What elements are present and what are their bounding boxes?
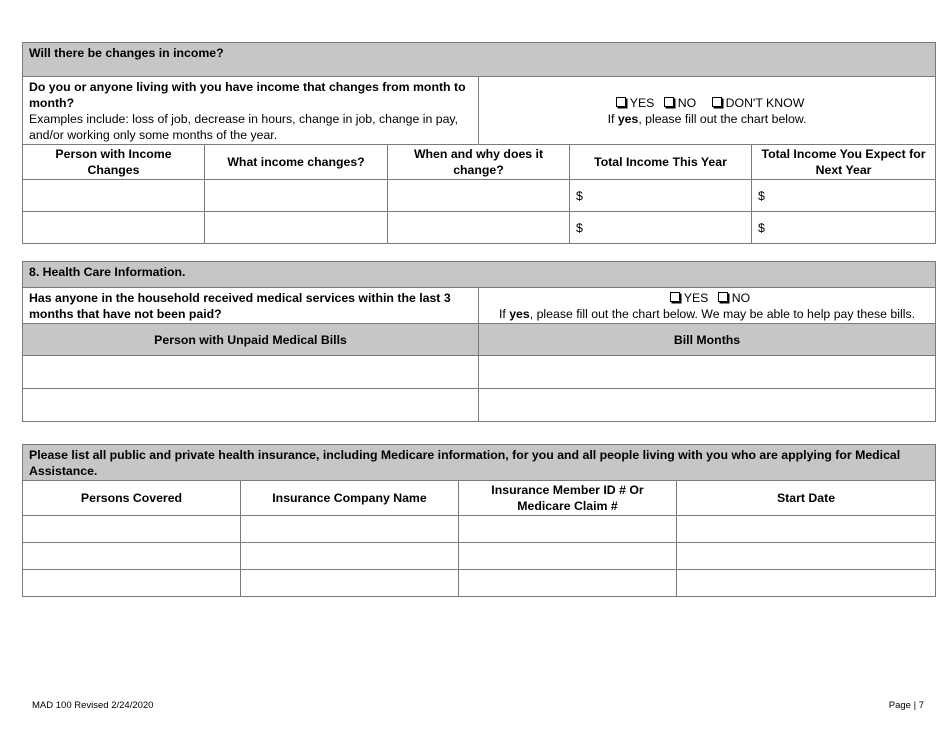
income-question-text: Do you or anyone living with you have income that changes from month to month? bbox=[29, 80, 466, 110]
col-start-date: Start Date bbox=[677, 481, 936, 516]
table-row bbox=[23, 516, 936, 543]
input-cell[interactable] bbox=[388, 212, 570, 244]
table-row bbox=[23, 543, 936, 570]
input-cell[interactable] bbox=[388, 180, 570, 212]
input-cell[interactable]: $ bbox=[752, 212, 936, 244]
input-cell[interactable]: $ bbox=[752, 180, 936, 212]
instruction-suffix: , please fill out the chart below. bbox=[638, 111, 807, 126]
no-checkbox[interactable] bbox=[718, 292, 728, 302]
col-person-unpaid-bills: Person with Unpaid Medical Bills bbox=[23, 324, 479, 356]
instruction-bold: yes bbox=[509, 306, 530, 321]
input-cell[interactable] bbox=[479, 389, 936, 422]
dont-know-label: DON'T KNOW bbox=[725, 95, 805, 110]
page-number: Page | 7 bbox=[888, 700, 924, 711]
income-answer-cell bbox=[479, 77, 936, 145]
input-cell[interactable] bbox=[205, 180, 388, 212]
input-cell[interactable] bbox=[677, 570, 936, 597]
health-care-answer-cell bbox=[479, 288, 936, 324]
input-cell[interactable] bbox=[459, 543, 677, 570]
instruction-suffix: , please fill out the chart below. We may be able to help pay these bills. bbox=[529, 306, 916, 321]
table-row bbox=[23, 212, 936, 244]
col-insurance-company: Insurance Company Name bbox=[241, 481, 459, 516]
input-cell[interactable] bbox=[479, 356, 936, 389]
insurance-table bbox=[22, 444, 936, 597]
input-cell[interactable] bbox=[23, 180, 205, 212]
income-changes-question bbox=[23, 77, 479, 145]
col-bill-months: Bill Months bbox=[479, 324, 936, 356]
yes-checkbox[interactable] bbox=[670, 292, 680, 302]
input-cell[interactable] bbox=[23, 570, 241, 597]
no-label: NO bbox=[731, 290, 751, 305]
income-changes-table bbox=[22, 42, 936, 244]
col-total-income-this-year: Total Income This Year bbox=[570, 145, 752, 180]
input-cell[interactable] bbox=[241, 516, 459, 543]
input-cell[interactable] bbox=[459, 516, 677, 543]
input-cell[interactable] bbox=[241, 570, 459, 597]
instruction-prefix: If bbox=[607, 111, 618, 126]
dont-know-checkbox[interactable] bbox=[712, 97, 722, 107]
no-label: NO bbox=[677, 95, 697, 110]
table-row bbox=[23, 570, 936, 597]
form-id: MAD 100 Revised 2/24/2020 bbox=[32, 700, 154, 711]
health-care-title: 8. Health Care Information. bbox=[23, 262, 936, 288]
input-cell[interactable] bbox=[23, 356, 479, 389]
input-cell[interactable] bbox=[23, 543, 241, 570]
yes-label: YES bbox=[629, 95, 655, 110]
input-cell[interactable] bbox=[23, 212, 205, 244]
health-care-question: Has anyone in the household received medical services within the last 3 months that have not been paid? bbox=[23, 288, 479, 324]
input-cell[interactable] bbox=[23, 389, 479, 422]
income-examples-text: Examples include: loss of job, decrease in hours, change in job, change in pay, and/or working only some months of the year. bbox=[29, 112, 459, 142]
instruction-prefix: If bbox=[498, 306, 510, 321]
col-persons-covered: Persons Covered bbox=[23, 481, 241, 516]
health-care-table bbox=[22, 261, 936, 422]
input-cell[interactable] bbox=[205, 212, 388, 244]
input-cell[interactable]: $ bbox=[570, 212, 752, 244]
yes-checkbox[interactable] bbox=[616, 97, 626, 107]
table-row bbox=[23, 389, 936, 422]
col-when-why-change: When and why does it change? bbox=[388, 145, 570, 180]
input-cell[interactable]: $ bbox=[570, 180, 752, 212]
table-row bbox=[23, 356, 936, 389]
yes-label: YES bbox=[683, 290, 709, 305]
instruction-bold: yes bbox=[617, 111, 639, 126]
col-person-income-changes: Person with Income Changes bbox=[23, 145, 205, 180]
col-member-id: Insurance Member ID # Or Medicare Claim # bbox=[459, 481, 677, 516]
input-cell[interactable] bbox=[23, 516, 241, 543]
no-checkbox[interactable] bbox=[664, 97, 674, 107]
income-changes-title: Will there be changes in income? bbox=[23, 43, 936, 77]
input-cell[interactable] bbox=[677, 543, 936, 570]
col-what-income-changes: What income changes? bbox=[205, 145, 388, 180]
input-cell[interactable] bbox=[677, 516, 936, 543]
col-total-income-next-year: Total Income You Expect for Next Year bbox=[752, 145, 936, 180]
input-cell[interactable] bbox=[459, 570, 677, 597]
table-row bbox=[23, 180, 936, 212]
insurance-title: Please list all public and private health insurance, including Medicare information, for you and all people living with you who are applying for Medical Assistance. bbox=[23, 445, 936, 481]
input-cell[interactable] bbox=[241, 543, 459, 570]
